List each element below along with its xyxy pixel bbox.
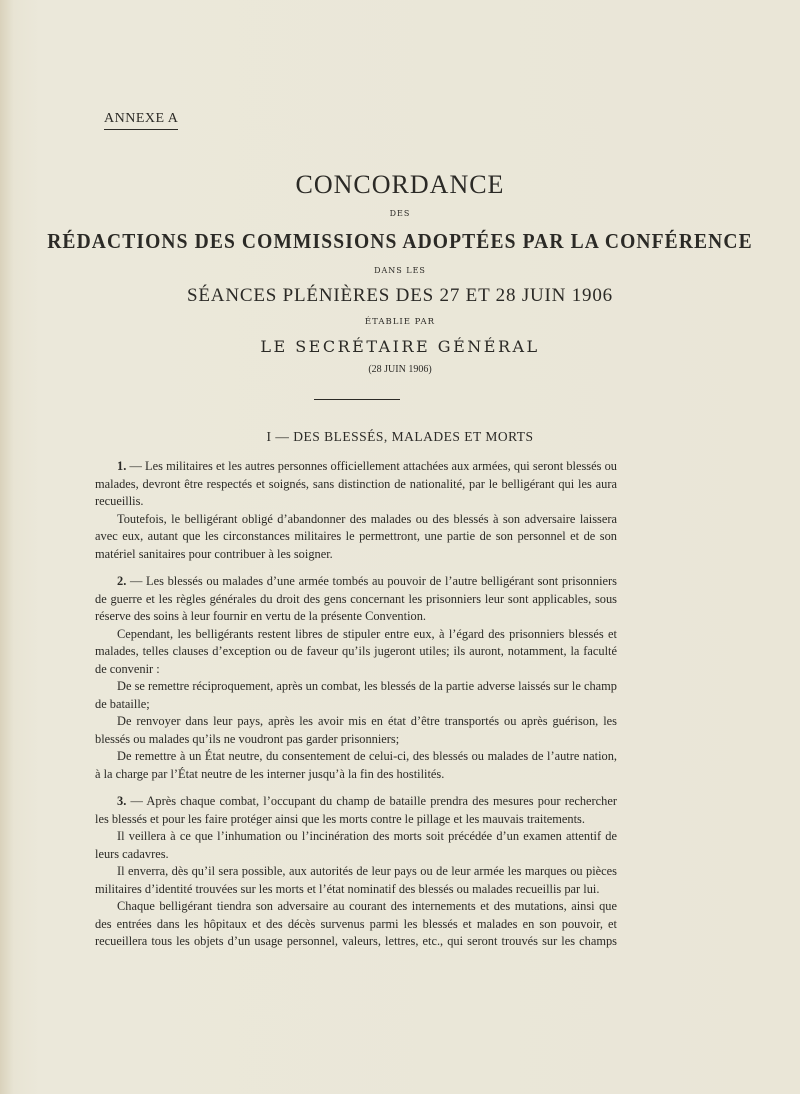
paragraph: Chaque belligérant tiendra son adversaire au courant des internements et des mutations, ainsi que des entrées dans les hôpitaux et des décès survenus parmi les blessés et malades en son pouvoir, et recueillera tous les objets d’un usage personnel, valeurs, lettres, etc., qui seront trouvés sur les champs	[95, 899, 617, 948]
des-label: DES	[389, 209, 411, 218]
paragraph: De renvoyer dans leur pays, après les avoir mis en état d’être transportés ou après guérison, les blessés ou malades qu’ils ne voudront pas garder prisonniers;	[95, 714, 617, 746]
document-title: CONCORDANCE	[295, 170, 505, 199]
paragraph: De remettre à un État neutre, du consentement de celui-ci, des blessés ou malades de l’autre nation, à la charge par l’État neutre de les interner jusqu’à la fin des hostilités.	[95, 749, 617, 781]
paragraph: 2. — Les blessés ou malades d’une armée tombés au pouvoir de l’autre belligérant sont prisonniers de guerre et les règles générales du droit des gens concernant les prisonniers leur sont applicables, sous réserve des soins à leur fournir en vertu de la présente Convention.	[95, 574, 617, 623]
body-text	[95, 458, 617, 951]
paragraph: De se remettre réciproquement, après un combat, les blessés de la partie adverse laissés sur le champ de bataille;	[95, 679, 617, 711]
etablie-par-label: ÉTABLIE PAR	[364, 317, 436, 327]
paragraph: 3. — Après chaque combat, l’occupant du champ de bataille prendra des mesures pour rechercher les blessés et pour les faire protéger ainsi que les morts contre le pillage et les mauvais traitements.	[95, 794, 617, 826]
paragraph: Il enverra, dès qu’il sera possible, aux autorités de leur pays ou de leur armée les marques ou pièces militaires d’identité trouvées sur les morts et l’état nominatif des blessés ou malades recueillis par lui.	[95, 864, 617, 896]
seances-heading: SÉANCES PLÉNIÈRES DES 27 ET 28 JUIN 1906	[187, 285, 613, 306]
section-heading: I — DES BLESSÉS, MALADES ET MORTS	[266, 429, 534, 444]
document-subtitle: RÉDACTIONS DES COMMISSIONS ADOPTÉES PAR LA CONFÉRENCE	[47, 229, 753, 253]
annexe-label: ANNEXE A	[104, 111, 178, 130]
divider-rule	[314, 399, 400, 400]
dans-les-label: DANS LES	[374, 266, 426, 275]
paragraph: Cependant, les belligérants restent libres de stipuler entre eux, à l’égard des prisonniers blessés et malades, telles clauses d’exception ou de faveur qu’ils jugeront utiles; ils auront, notamment, la faculté de convenir :	[95, 626, 617, 676]
document-date: (28 JUIN 1906)	[368, 364, 432, 375]
paragraph: Toutefois, le belligérant obligé d’abandonner des malades ou des blessés à son adversaire laissera avec eux, autant que les circonstances militaires le permettront, une partie de son personnel et de son matériel sanitaires pour contribuer à les soigner.	[95, 511, 617, 561]
paragraph: Il veillera à ce que l’inhumation ou l’incinération des morts soit précédée d’un examen attentif de leurs cadavres.	[95, 829, 617, 861]
secretaire-heading: LE SECRÉTAIRE GÉNÉRAL	[260, 337, 540, 356]
paragraph: 1. — Les militaires et les autres personnes officiellement attachées aux armées, qui seront blessés ou malades, devront être respectés et soignés, sans distinction de nationalité, par le belligérant qui les aura recueillis.	[95, 459, 617, 508]
